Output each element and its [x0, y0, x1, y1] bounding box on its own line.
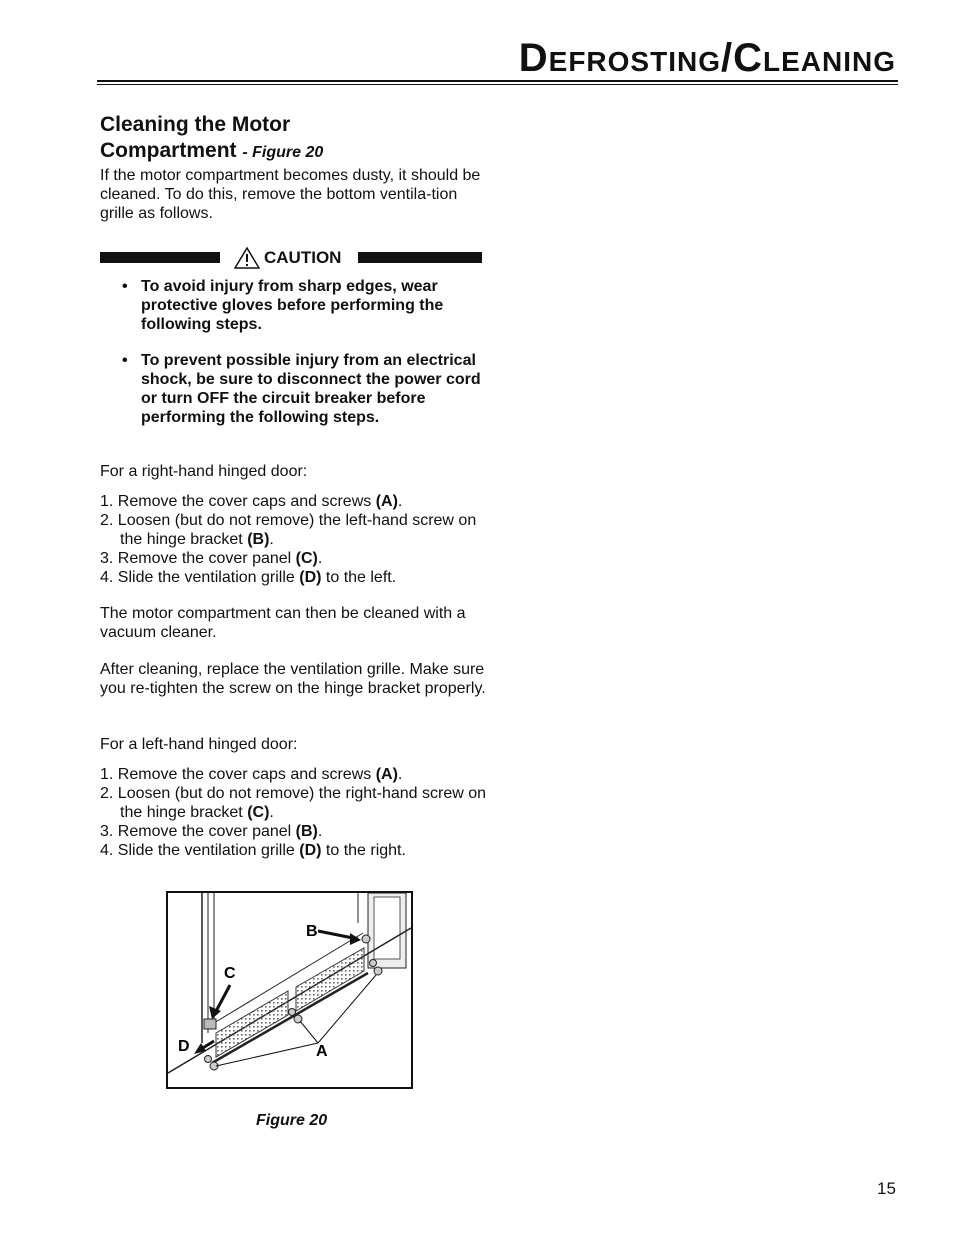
label-a: A — [316, 1043, 328, 1060]
section-heading-line1: Cleaning the Motor — [100, 113, 291, 136]
left-hand-intro: For a left-hand hinged door: — [100, 736, 298, 753]
figure-20-illustration — [166, 891, 413, 1089]
after-cleaning-paragraph: After cleaning, replace the ventilation grille. Make sure you re-tighten the screw on the hinge bracket properly. — [100, 661, 486, 697]
step-item: 4. Slide the ventilation grille (D) to the left. — [100, 569, 397, 586]
warning-icon — [234, 247, 260, 269]
motor-compartment-drawing — [168, 893, 411, 1087]
header-rule — [97, 80, 898, 85]
step-item: 4. Slide the ventilation grille (D) to the right. — [100, 842, 406, 859]
caution-list — [122, 277, 482, 444]
step-item: 1. Remove the cover caps and screws (A). — [100, 493, 403, 510]
left-hand-steps — [100, 765, 490, 860]
caution-bar-right — [358, 252, 482, 263]
label-d: D — [178, 1038, 190, 1055]
page-number: 15 — [877, 1179, 896, 1198]
step-item: 3. Remove the cover panel (B). — [100, 823, 323, 840]
step-item: 2. Loosen (but do not remove) the right-hand screw on the hinge bracket (C). — [100, 785, 487, 821]
step-item: 3. Remove the cover panel (C). — [100, 550, 323, 567]
step-item: 1. Remove the cover caps and screws (A). — [100, 766, 403, 783]
label-c: C — [224, 965, 236, 982]
caution-banner — [100, 247, 482, 269]
section-heading-line2: Compartment — [100, 139, 237, 162]
intro-paragraph: If the motor compartment becomes dusty, it should be cleaned. To do this, remove the bottom ventila-tion grille as follows. — [100, 167, 481, 222]
right-hand-steps — [100, 492, 490, 587]
caution-text: CAUTION — [264, 248, 342, 267]
figure-caption: Figure 20 — [256, 1112, 328, 1129]
page-title: Defrosting/Cleaning — [518, 36, 896, 80]
caution-item: • To avoid injury from sharp edges, wear protective gloves before performing the following steps. — [122, 277, 482, 334]
step-item: 2. Loosen (but do not remove) the left-hand screw on the hinge bracket (B). — [100, 512, 477, 548]
vacuum-paragraph: The motor compartment can then be cleaned with a vacuum cleaner. — [100, 605, 466, 641]
figure-reference: - Figure 20 — [242, 144, 324, 161]
right-hand-intro: For a right-hand hinged door: — [100, 463, 308, 480]
caution-bar-left — [100, 252, 220, 263]
caution-item: • To prevent possible injury from an electrical shock, be sure to disconnect the power cord or turn OFF the circuit breaker before performing the following steps. — [122, 351, 482, 427]
label-b: B — [306, 923, 318, 940]
caution-label — [230, 247, 345, 269]
section-heading — [100, 112, 323, 166]
